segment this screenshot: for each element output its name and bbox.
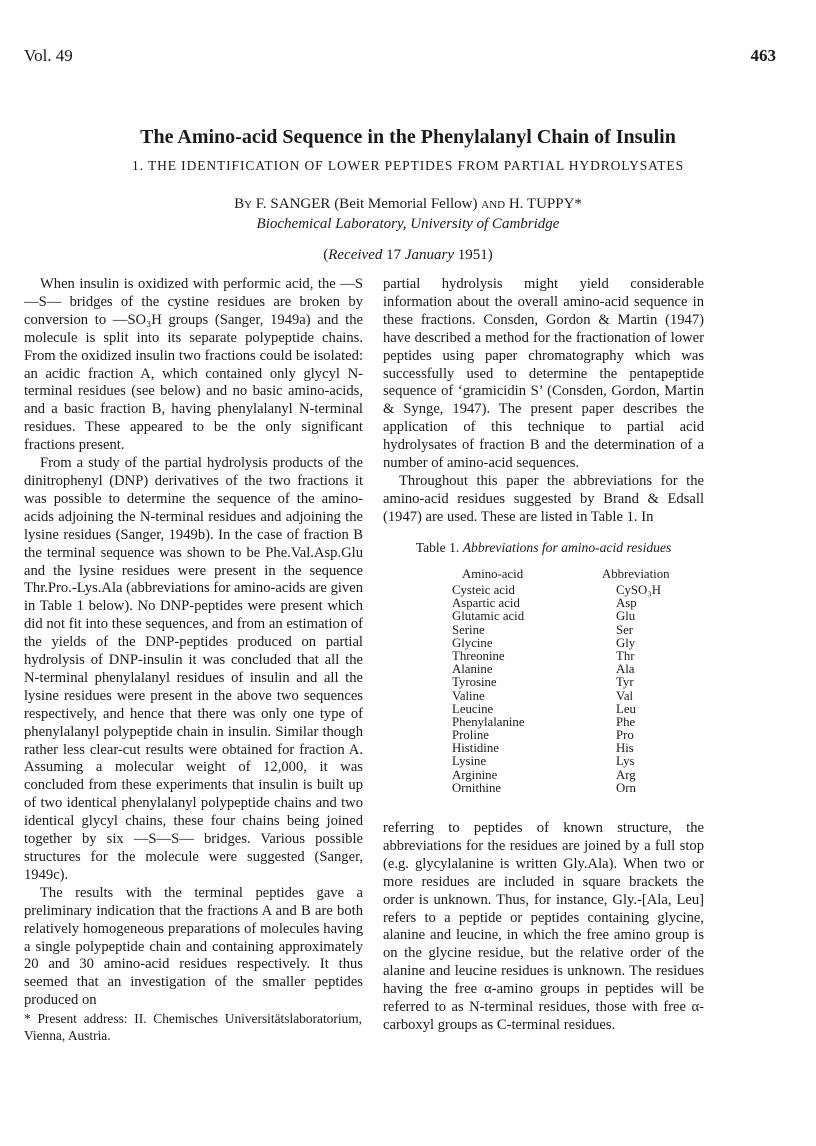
author-1-note: (Beit Memorial Fellow) <box>334 196 478 212</box>
table-cell-abbr: Arg <box>616 767 636 782</box>
table-cell-abbr: Glu <box>616 609 636 624</box>
table-cell-name: Glutamic acid <box>452 609 525 624</box>
left-paragraph-1: When insulin is oxidized with performic acid, the —S—S— bridges of the cystine residues are broken by conversion to —SO₃H groups (Sanger, 1949a) and the molecule is split into its separate polypeptide chains. From the oxidized insulin two fractions could be isolated: an acidic fraction A, which contained only glycyl N-terminal residues (see below) and no basic amino-acids, and a basic fraction B, having phenylalanyl N-terminal residues. These appeared to be the only significant fractions present. <box>24 276 363 454</box>
abbreviation-table <box>452 568 712 808</box>
table-cell-name: Serine <box>452 622 485 637</box>
left-paragraph-2: From a study of the partial hydrolysis products of the dinitrophenyl (DNP) derivatives of the two fractions it was possible to determine the sequence of the amino-acids adjoining the N-terminal residues and adjoining the lysine residues (Sanger, 1949b). In the case of fraction B the terminal sequence was shown to be Phe.Val.Asp.Glu and the lysine residues were present in the sequence Thr.Pro.-Lys.Ala (abbreviations for amino-acids are given in Table 1 below). No DNP-peptides were present which did not fit into these sequences, and from an estimation of the yields of the DNP-peptides produced on partial hydrolysis of DNP-insulin it was concluded that all the N-terminal phenylalanyl residues of insulin and all the lysine residues were present in the above two sequences respectively, and hence that there was only one type of phenylalanyl polypeptide chain in insulin. Similar though rather less clear-cut results were obtained for fraction A. Assuming a molecular weight of 12,000, it was concluded from these experiments that insulin is built up of two identical phenylalanyl polypeptide chains and two identical glycyl chains, these four chains being joined together by six —S—S— bridges. Various possible structures for the molecule were suggested (Sanger, 1949c). <box>24 455 363 883</box>
table-cell-name: Threonine <box>452 648 505 663</box>
table-cell-name: Arginine <box>452 767 498 782</box>
table-cell-name: Aspartic acid <box>452 596 520 611</box>
table-cell-name: Glycine <box>452 635 493 650</box>
footnote: * Present address: II. Chemisches Universitätslaboratorium, Vienna, Austria. <box>24 1011 362 1043</box>
received-day: 17 <box>386 247 402 263</box>
table-cell-name: Leucine <box>452 701 494 716</box>
author-2: H. TUPPY* <box>508 196 582 212</box>
table-cell-name: Alanine <box>452 662 493 677</box>
table-caption <box>383 540 704 556</box>
right-paragraph-2: Throughout this paper the abbreviations for the amino-acid residues suggested by Brand & Edsall (1947) are used. These are listed in Table 1. In <box>383 472 704 525</box>
table-cell-name: Proline <box>452 728 489 743</box>
right-paragraph-3: referring to peptides of known structure, the abbreviations for the residues are joined by a full stop (e.g. glycylalanine is written Gly.Ala). When two or more residues are included in square brackets the order is unknown. Thus, for instance, Gly.-[Ala, Leu] refers to a peptide or peptides containing glycine, alanine and leucine, in which the free amino group is on the glycine residue, but the relative order of the alanine and leucine residues is unknown. The residues having the free α-amino groups in peptides will be referred to as N-terminal residues, those with free α-carboxyl groups as C-terminal residues. <box>383 820 704 1033</box>
table-header-aminoacid: Amino-acid <box>462 567 524 581</box>
article-subtitle: 1. THE IDENTIFICATION OF LOWER PEPTIDES FROM PARTIAL HYDROLYSATES <box>132 158 684 173</box>
table-cell-abbr: Val <box>616 688 634 703</box>
table-cell-abbr: Phe <box>616 714 636 729</box>
article-title: The Amino-acid Sequence in the Phenylalanyl Chain of Insulin <box>140 126 676 148</box>
received-label: Received <box>328 247 383 263</box>
table-caption-text: Abbreviations for amino-acid residues <box>462 540 672 555</box>
left-column <box>24 276 363 1010</box>
table-cell-abbr: Orn <box>616 780 636 795</box>
table-cell-abbr: Asp <box>616 596 637 611</box>
table-cell-abbr: Lys <box>616 754 635 769</box>
received-close: ) <box>487 247 493 263</box>
table-cell-abbr: Leu <box>616 701 636 716</box>
table-cell-abbr: Ser <box>616 622 634 637</box>
table-col-aminoacid <box>452 568 582 795</box>
author-1: F. SANGER <box>255 196 331 212</box>
table-col-abbreviation <box>602 567 706 795</box>
table-cell-name: Phenylalanine <box>452 714 525 729</box>
right-paragraph-1: partial hydrolysis might yield considerable information about the overall amino-acid sequence in these fractions. Consden, Gordon & Martin (1947) have described a method for the fractionation of lower peptides using paper chromatography which was successfully used to determine the pentapeptide sequence of ‘gramicidin S’ (Consden, Gordon, Martin & Synge, 1947). The present paper describes the application of this technique to partial acid hydrolysates of fraction B and the determination of a number of amino-acid sequences. <box>383 276 704 472</box>
table-cell-name: Histidine <box>452 741 499 756</box>
table-cell-abbr: Pro <box>616 728 634 743</box>
table-cell-abbr: CySO₃H <box>616 583 661 597</box>
table-label: Table 1. <box>415 540 460 555</box>
page-number: 463 <box>750 46 776 65</box>
author-line <box>0 196 816 213</box>
table-cell-abbr: Ala <box>616 662 635 677</box>
volume-label: Vol. 49 <box>24 46 73 65</box>
table-cell-abbr: Gly <box>616 635 636 650</box>
table-header-abbreviation: Abbreviation <box>602 567 670 581</box>
table-cell-name: Cysteic acid <box>452 583 515 597</box>
right-column-bottom <box>383 820 704 1035</box>
table-cell-abbr: Tyr <box>616 675 634 690</box>
and-label: and <box>481 196 506 212</box>
table-cell-abbr: Thr <box>616 648 635 663</box>
received-date <box>0 247 816 264</box>
left-paragraph-3: The results with the terminal peptides gave a preliminary indication that the fractions A and B are both relatively homogeneous preparations of molecules having a single polypeptide chain and containing approximately 20 and 30 amino-acid residues respectively. It thus seemed that an investigation of the smaller peptides produced on <box>24 884 363 1009</box>
table-cell-name: Tyrosine <box>452 675 497 690</box>
by-label: By <box>234 196 253 212</box>
table-cell-name: Ornithine <box>452 780 502 795</box>
right-column-top <box>383 276 704 527</box>
received-month: January <box>404 247 455 263</box>
table-cell-name: Valine <box>452 688 485 703</box>
received-open: ( <box>323 247 329 263</box>
received-year: 1951 <box>457 247 488 263</box>
table-cell-abbr: His <box>616 741 634 756</box>
table-cell-name: Lysine <box>452 754 487 769</box>
affiliation: Biochemical Laboratory, University of Cambridge <box>256 216 560 232</box>
